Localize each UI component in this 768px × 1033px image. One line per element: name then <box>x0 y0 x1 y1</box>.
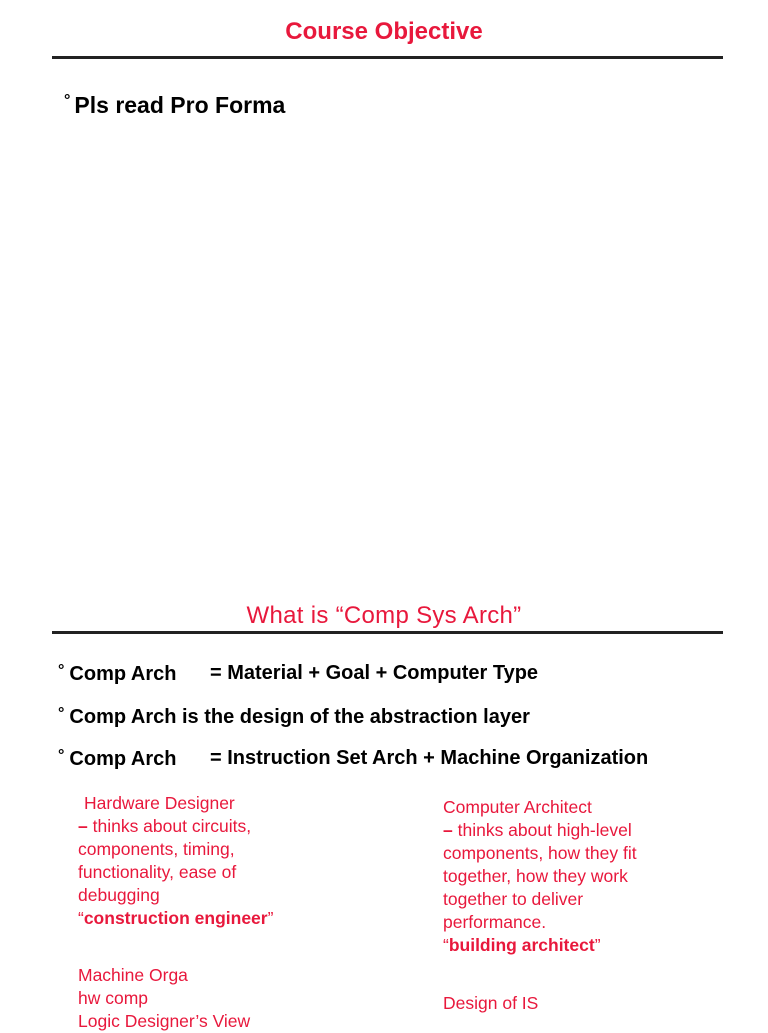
bullet-term: Comp Arch <box>69 663 177 685</box>
building-architect-quote: “building architect” <box>443 935 601 955</box>
slide2-divider <box>52 631 723 634</box>
slide1-divider <box>52 56 723 59</box>
description-line: together, how they work <box>443 866 628 886</box>
construction-engineer-quote: “construction engineer” <box>78 908 274 928</box>
hardware-designer-block <box>78 792 273 930</box>
description-line: together to deliver <box>443 889 584 909</box>
dash: – <box>78 816 88 836</box>
sub-line: Machine Orga <box>78 965 188 985</box>
bullet-symbol: ° <box>58 747 65 764</box>
hardware-designer-heading: Hardware Designer <box>84 793 235 813</box>
description-line: functionality, ease of <box>78 862 237 882</box>
slide2-bullet-3-definition: = Instruction Set Arch + Machine Organization <box>210 747 649 769</box>
sub-line: Design of IS <box>443 993 539 1013</box>
bullet-symbol: ° <box>58 705 65 722</box>
slide1-bullet <box>64 92 285 119</box>
description-line: thinks about circuits, <box>92 816 252 836</box>
slide2-title: What is “Comp Sys Arch” <box>246 602 522 629</box>
description-line: debugging <box>78 885 160 905</box>
description-line: performance. <box>443 912 547 932</box>
design-of-is-block <box>443 992 538 1015</box>
bullet-text: Pls read Pro Forma <box>74 92 286 118</box>
slide2-bullet-2 <box>58 705 530 729</box>
machine-organization-block <box>78 964 250 1033</box>
bullet-symbol: ° <box>58 662 65 679</box>
description-line: thinks about high-level <box>457 820 632 840</box>
description-line: components, timing, <box>78 839 235 859</box>
computer-architect-heading: Computer Architect <box>443 797 592 817</box>
bullet-term: Comp Arch <box>69 748 177 770</box>
description-line: components, how they fit <box>443 843 637 863</box>
slide2-bullet-3 <box>58 747 176 771</box>
computer-architect-block <box>443 796 637 957</box>
sub-line: hw comp <box>78 988 149 1008</box>
dash: – <box>443 820 453 840</box>
slide1-title: Course Objective <box>285 18 483 45</box>
slide2-bullet-1-definition: = Material + Goal + Computer Type <box>210 662 539 684</box>
slide2-bullet-1 <box>58 662 176 686</box>
sub-line: Logic Designer’s View <box>78 1011 251 1031</box>
bullet-symbol: ° <box>64 92 71 109</box>
bullet-text: Comp Arch is the design of the abstraction layer <box>69 706 530 728</box>
